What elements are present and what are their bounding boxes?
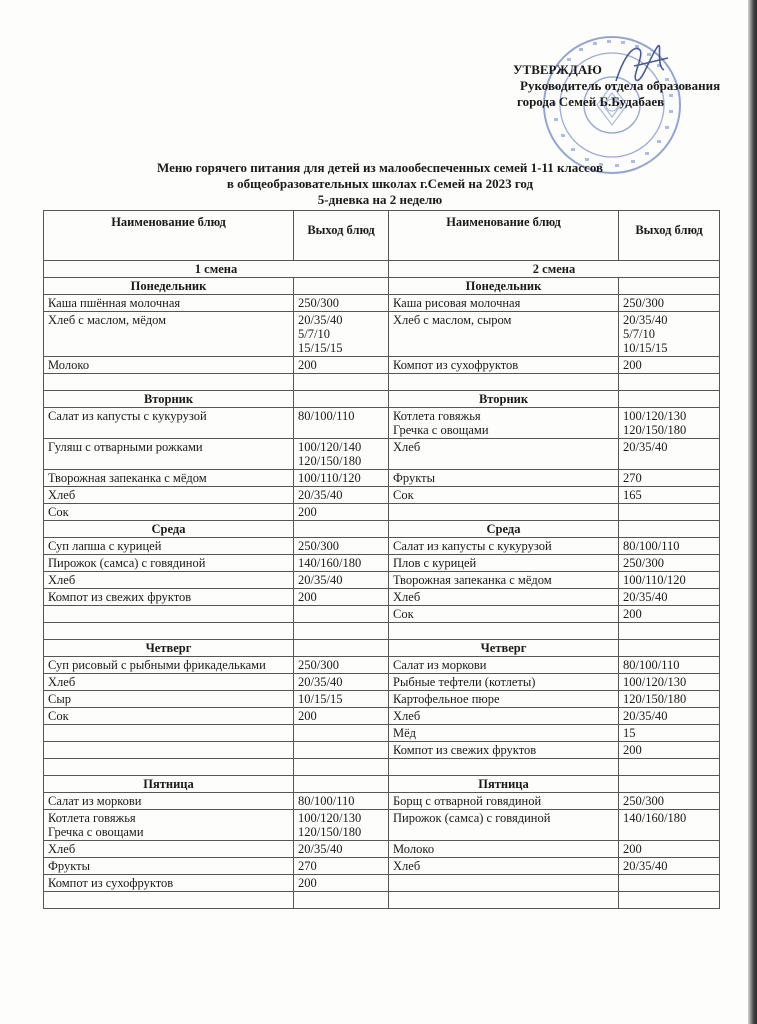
day-header-blank bbox=[619, 521, 720, 538]
yield-shift-1: 250/300 bbox=[294, 538, 389, 555]
table-row bbox=[44, 538, 720, 555]
yield-shift-2: 15 bbox=[619, 725, 720, 742]
yield-shift-2 bbox=[619, 504, 720, 521]
yield-shift-1: 20/35/40 bbox=[294, 841, 389, 858]
day-header-row bbox=[44, 391, 720, 408]
table-row bbox=[44, 357, 720, 374]
table-row bbox=[44, 742, 720, 759]
yield-shift-2: 100/110/120 bbox=[619, 572, 720, 589]
day-header-row bbox=[44, 640, 720, 657]
dish-shift-2 bbox=[389, 504, 619, 521]
yield-shift-1: 20/35/40 bbox=[294, 674, 389, 691]
dish-shift-2: Салат из моркови bbox=[389, 657, 619, 674]
page-edge-shadow bbox=[748, 0, 757, 1024]
dish-shift-1: Салат из капусты с кукурузой bbox=[44, 408, 294, 439]
day-name-shift-2: Вторник bbox=[389, 391, 619, 408]
day-name-shift-2: Четверг bbox=[389, 640, 619, 657]
dish-shift-1: Каша пшённая молочная bbox=[44, 295, 294, 312]
day-name-shift-1: Понедельник bbox=[44, 278, 294, 295]
table-row bbox=[44, 793, 720, 810]
dish-shift-1: Суп лапша с курицей bbox=[44, 538, 294, 555]
dish-shift-2: Творожная запеканка с мёдом bbox=[389, 572, 619, 589]
yield-shift-1 bbox=[294, 892, 389, 909]
yield-shift-1: 200 bbox=[294, 708, 389, 725]
day-header-blank bbox=[294, 776, 389, 793]
yield-shift-1: 100/110/120 bbox=[294, 470, 389, 487]
day-header-row bbox=[44, 521, 720, 538]
dish-shift-2: Компот из свежих фруктов bbox=[389, 742, 619, 759]
yield-shift-1: 10/15/15 bbox=[294, 691, 389, 708]
yield-shift-2: 140/160/180 bbox=[619, 810, 720, 841]
table-row bbox=[44, 589, 720, 606]
approval-signatory: города Семей Б.Будабаев bbox=[517, 94, 665, 109]
dish-shift-1 bbox=[44, 606, 294, 623]
yield-shift-2: 80/100/110 bbox=[619, 657, 720, 674]
yield-shift-1: 200 bbox=[294, 875, 389, 892]
table-row bbox=[44, 295, 720, 312]
dish-shift-1: Хлеб bbox=[44, 674, 294, 691]
dish-shift-1: Сок bbox=[44, 708, 294, 725]
dish-shift-1: Хлеб с маслом, мёдом bbox=[44, 312, 294, 357]
table-row bbox=[44, 623, 720, 640]
day-header-blank bbox=[294, 391, 389, 408]
table-row bbox=[44, 572, 720, 589]
yield-shift-2: 20/35/40 5/7/10 10/15/15 bbox=[619, 312, 720, 357]
yield-shift-2: 20/35/40 bbox=[619, 858, 720, 875]
title-line-2: в общеобразовательных школах г.Семей на 2023 год bbox=[226, 176, 534, 191]
yield-shift-2: 100/120/130 120/150/180 bbox=[619, 408, 720, 439]
dish-shift-2 bbox=[389, 759, 619, 776]
yield-shift-1 bbox=[294, 374, 389, 391]
table-row bbox=[44, 555, 720, 572]
yield-shift-1: 250/300 bbox=[294, 295, 389, 312]
table-row bbox=[44, 439, 720, 470]
day-header-row bbox=[44, 776, 720, 793]
day-header-blank bbox=[619, 776, 720, 793]
dish-shift-2: Хлеб bbox=[389, 439, 619, 470]
dish-shift-2: Молоко bbox=[389, 841, 619, 858]
dish-shift-2: Сок bbox=[389, 606, 619, 623]
yield-shift-1 bbox=[294, 606, 389, 623]
dish-shift-1 bbox=[44, 759, 294, 776]
dish-shift-2: Пирожок (самса) с говядиной bbox=[389, 810, 619, 841]
day-name-shift-2: Понедельник bbox=[389, 278, 619, 295]
dish-shift-1: Компот из свежих фруктов bbox=[44, 589, 294, 606]
approval-heading: УТВЕРЖДАЮ bbox=[513, 62, 602, 77]
yield-shift-1: 20/35/40 5/7/10 15/15/15 bbox=[294, 312, 389, 357]
yield-shift-1: 200 bbox=[294, 589, 389, 606]
dish-shift-1: Хлеб bbox=[44, 487, 294, 504]
title-line-3: 5-дневка на 2 неделю bbox=[317, 192, 443, 207]
dish-shift-1: Компот из сухофруктов bbox=[44, 875, 294, 892]
table-row bbox=[44, 312, 720, 357]
yield-shift-2: 250/300 bbox=[619, 295, 720, 312]
dish-shift-1: Салат из моркови bbox=[44, 793, 294, 810]
yield-shift-2 bbox=[619, 892, 720, 909]
yield-shift-2: 200 bbox=[619, 742, 720, 759]
dish-shift-1: Сок bbox=[44, 504, 294, 521]
yield-shift-2: 200 bbox=[619, 357, 720, 374]
day-header-blank bbox=[294, 521, 389, 538]
shift-1-header: 1 смена bbox=[44, 261, 389, 278]
yield-shift-2 bbox=[619, 875, 720, 892]
yield-shift-1: 80/100/110 bbox=[294, 793, 389, 810]
table-row bbox=[44, 487, 720, 504]
yield-shift-2: 100/120/130 bbox=[619, 674, 720, 691]
dish-shift-1: Сыр bbox=[44, 691, 294, 708]
table-row bbox=[44, 841, 720, 858]
day-header-blank bbox=[619, 278, 720, 295]
dish-shift-1: Молоко bbox=[44, 357, 294, 374]
yield-shift-1 bbox=[294, 725, 389, 742]
yield-shift-1: 200 bbox=[294, 357, 389, 374]
dish-shift-1: Фрукты bbox=[44, 858, 294, 875]
yield-shift-2: 80/100/110 bbox=[619, 538, 720, 555]
table-row bbox=[44, 858, 720, 875]
dish-shift-2: Рыбные тефтели (котлеты) bbox=[389, 674, 619, 691]
day-name-shift-2: Пятница bbox=[389, 776, 619, 793]
dish-shift-2: Плов с курицей bbox=[389, 555, 619, 572]
dish-shift-2: Борщ с отварной говядиной bbox=[389, 793, 619, 810]
day-header-blank bbox=[619, 391, 720, 408]
day-header-row bbox=[44, 278, 720, 295]
dish-shift-2: Сок bbox=[389, 487, 619, 504]
menu-table bbox=[43, 210, 720, 909]
dish-shift-1 bbox=[44, 725, 294, 742]
dish-shift-1: Хлеб bbox=[44, 841, 294, 858]
approval-block bbox=[505, 62, 745, 110]
yield-shift-2: 270 bbox=[619, 470, 720, 487]
approval-position: Руководитель отдела образования bbox=[520, 78, 721, 93]
yield-shift-1: 200 bbox=[294, 504, 389, 521]
dish-shift-1: Творожная запеканка с мёдом bbox=[44, 470, 294, 487]
dish-shift-1: Суп рисовый с рыбными фрикадельками bbox=[44, 657, 294, 674]
header-yield-2: Выход блюд bbox=[619, 211, 720, 261]
day-name-shift-1: Четверг bbox=[44, 640, 294, 657]
table-row bbox=[44, 759, 720, 776]
title-line-1: Меню горячего питания для детей из малообеспеченных семей 1-11 классов bbox=[156, 160, 604, 175]
yield-shift-2: 165 bbox=[619, 487, 720, 504]
day-header-blank bbox=[294, 640, 389, 657]
yield-shift-1 bbox=[294, 759, 389, 776]
dish-shift-2: Картофельное пюре bbox=[389, 691, 619, 708]
table-row bbox=[44, 725, 720, 742]
dish-shift-2: Компот из сухофруктов bbox=[389, 357, 619, 374]
menu-table-container bbox=[43, 210, 719, 909]
dish-shift-2: Фрукты bbox=[389, 470, 619, 487]
dish-shift-2: Каша рисовая молочная bbox=[389, 295, 619, 312]
dish-shift-2 bbox=[389, 875, 619, 892]
yield-shift-2: 20/35/40 bbox=[619, 708, 720, 725]
dish-shift-1 bbox=[44, 892, 294, 909]
table-row bbox=[44, 875, 720, 892]
table-row bbox=[44, 892, 720, 909]
day-header-blank bbox=[294, 278, 389, 295]
yield-shift-1: 100/120/140 120/150/180 bbox=[294, 439, 389, 470]
yield-shift-2 bbox=[619, 374, 720, 391]
yield-shift-1: 20/35/40 bbox=[294, 572, 389, 589]
day-header-blank bbox=[619, 640, 720, 657]
yield-shift-1: 100/120/130 120/150/180 bbox=[294, 810, 389, 841]
header-dish-name-2: Наименование блюд bbox=[389, 211, 619, 261]
yield-shift-2: 20/35/40 bbox=[619, 439, 720, 470]
yield-shift-2: 200 bbox=[619, 606, 720, 623]
table-row bbox=[44, 674, 720, 691]
yield-shift-1: 80/100/110 bbox=[294, 408, 389, 439]
table-row bbox=[44, 810, 720, 841]
dish-shift-1 bbox=[44, 742, 294, 759]
yield-shift-1: 250/300 bbox=[294, 657, 389, 674]
dish-shift-1: Хлеб bbox=[44, 572, 294, 589]
table-row bbox=[44, 691, 720, 708]
yield-shift-2: 20/35/40 bbox=[619, 589, 720, 606]
yield-shift-1: 140/160/180 bbox=[294, 555, 389, 572]
day-name-shift-1: Пятница bbox=[44, 776, 294, 793]
shift-2-header: 2 смена bbox=[389, 261, 720, 278]
yield-shift-2: 120/150/180 bbox=[619, 691, 720, 708]
table-row bbox=[44, 657, 720, 674]
dish-shift-1: Гуляш с отварными рожками bbox=[44, 439, 294, 470]
dish-shift-1 bbox=[44, 374, 294, 391]
dish-shift-1: Пирожок (самса) с говядиной bbox=[44, 555, 294, 572]
table-row bbox=[44, 606, 720, 623]
yield-shift-1: 20/35/40 bbox=[294, 487, 389, 504]
yield-shift-2: 200 bbox=[619, 841, 720, 858]
document-title bbox=[100, 160, 660, 208]
dish-shift-2: Мёд bbox=[389, 725, 619, 742]
day-name-shift-1: Вторник bbox=[44, 391, 294, 408]
yield-shift-2: 250/300 bbox=[619, 555, 720, 572]
dish-shift-2: Салат из капусты с кукурузой bbox=[389, 538, 619, 555]
dish-shift-2 bbox=[389, 374, 619, 391]
header-yield-1: Выход блюд bbox=[294, 211, 389, 261]
table-row bbox=[44, 504, 720, 521]
dish-shift-1: Котлета говяжья Гречка с овощами bbox=[44, 810, 294, 841]
table-row bbox=[44, 374, 720, 391]
yield-shift-1 bbox=[294, 623, 389, 640]
yield-shift-2 bbox=[619, 759, 720, 776]
table-row bbox=[44, 470, 720, 487]
dish-shift-2: Котлета говяжья Гречка с овощами bbox=[389, 408, 619, 439]
day-name-shift-2: Среда bbox=[389, 521, 619, 538]
dish-shift-2 bbox=[389, 892, 619, 909]
yield-shift-1 bbox=[294, 742, 389, 759]
yield-shift-2 bbox=[619, 623, 720, 640]
dish-shift-2: Хлеб bbox=[389, 708, 619, 725]
dish-shift-2: Хлеб bbox=[389, 858, 619, 875]
table-row bbox=[44, 408, 720, 439]
yield-shift-2: 250/300 bbox=[619, 793, 720, 810]
dish-shift-1 bbox=[44, 623, 294, 640]
dish-shift-2 bbox=[389, 623, 619, 640]
dish-shift-2: Хлеб bbox=[389, 589, 619, 606]
yield-shift-1: 270 bbox=[294, 858, 389, 875]
day-name-shift-1: Среда bbox=[44, 521, 294, 538]
table-row bbox=[44, 708, 720, 725]
header-dish-name-1: Наименование блюд bbox=[44, 211, 294, 261]
dish-shift-2: Хлеб с маслом, сыром bbox=[389, 312, 619, 357]
